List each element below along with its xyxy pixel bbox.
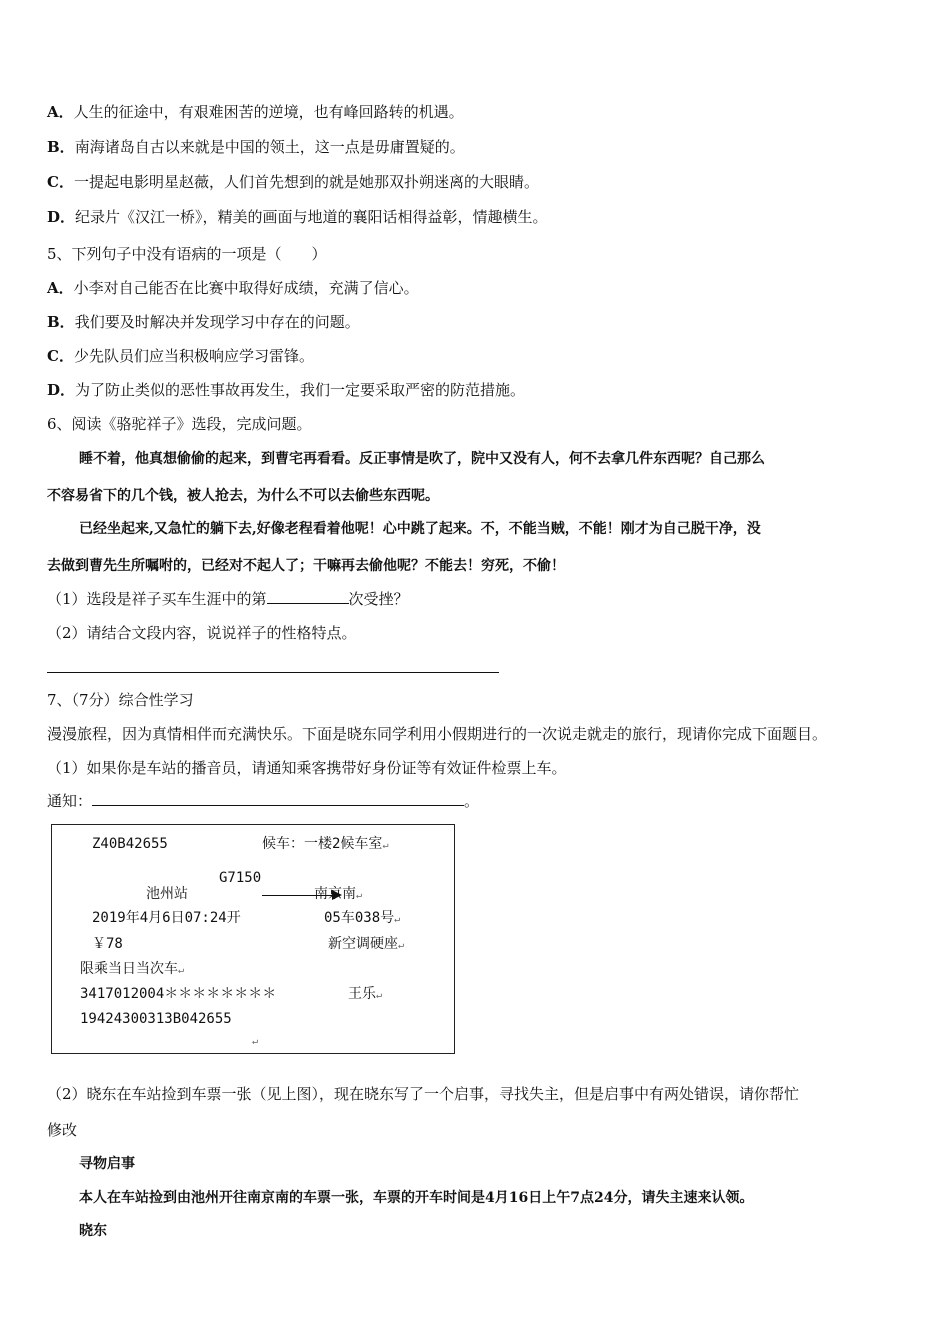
option-text: 纪录片《汉江一桥》，精美的画面与地道的襄阳话相得益彰，情趣横生。 (75, 208, 548, 226)
ticket-to-text: 南京南 (314, 886, 356, 902)
q5-stem: 5、下列句子中没有语病的一项是（ ） (47, 245, 327, 263)
ticket-waiting-room (262, 835, 388, 855)
lost-notice-title: 寻物启事 (79, 1156, 135, 1172)
q5-option-b (47, 312, 360, 332)
lost-notice-body: 本人在车站捡到由池州开往南京南的车票一张，车票的开车时间是4月16日上午7点24分，请失主速来认领。 (79, 1190, 754, 1206)
q4-option-c (47, 172, 539, 192)
return-mark-icon: ↵ (356, 890, 363, 901)
ticket-limit-text: 限乘当日当次车 (80, 961, 178, 977)
option-label: B． (47, 138, 75, 156)
answer-line[interactable] (47, 672, 499, 673)
ticket-code: Z40B42655 (92, 836, 168, 852)
q7-stem-num: 7、（7分） (47, 691, 119, 709)
ticket-seat (324, 909, 400, 929)
option-text: 为了防止类似的恶性事故再发生，我们一定要采取严密的防范措施。 (75, 381, 526, 399)
q6-passage-line: 不容易省下的几个钱，被人抢去，为什么不可以去偷些东西呢。 (47, 488, 439, 504)
return-mark-icon: ↵ (398, 940, 405, 951)
ticket-price: ￥78 (92, 936, 123, 952)
ticket-id-number: 3417012004＊＊＊＊＊＊＊＊ (80, 986, 277, 1002)
q7-notice (47, 791, 479, 811)
ticket-datetime: 2019年4月6日07:24开 (92, 910, 241, 926)
notice-end: 。 (464, 792, 480, 810)
return-mark-icon: ↵ (252, 1036, 259, 1047)
option-label: D． (47, 208, 76, 226)
q7-stem-title: 综合性学习 (118, 691, 194, 709)
q6-stem: 6、阅读《骆驼祥子》选段，完成问题。 (47, 415, 312, 433)
q7-sub2-line2: 修改 (47, 1121, 78, 1139)
q6-passage-line: 已经坐起来,又急忙的躺下去,好像老程看着他呢！心中跳了起来。不，不能当贼，不能！刚才为自己脱干净，没 (79, 521, 761, 537)
answer-blank[interactable] (92, 791, 464, 806)
q7-stem (47, 690, 194, 710)
q4-option-b (47, 137, 465, 157)
q6-passage-line: 去做到曹先生所嘱咐的，已经对不起人了；干嘛再去偷他呢？不能去！穷死，不偷！ (47, 558, 565, 574)
return-mark-icon: ↵ (382, 840, 389, 851)
ticket-serial: 19424300313B042655 (80, 1011, 232, 1027)
ticket-passenger-name (348, 985, 382, 1005)
q5-option-d (47, 380, 525, 400)
ticket-name-text: 王乐 (348, 986, 376, 1002)
ticket-seat-type-text: 新空调硬座 (328, 936, 398, 952)
q5-option-a (47, 278, 419, 298)
return-mark-icon: ↵ (178, 965, 185, 976)
q6-sub1-text: （1）选段是祥子买车生涯中的第 (47, 590, 267, 608)
ticket-from-station: 池州站 (146, 886, 188, 902)
q7-sub1: （1）如果你是车站的播音员，请通知乘客携带好身份证等有效证件检票上车。 (47, 759, 567, 777)
option-label: A． (47, 279, 74, 297)
answer-blank[interactable] (267, 589, 349, 604)
q4-option-d (47, 207, 548, 227)
option-text: 少先队员们应当积极响应学习雷锋。 (73, 347, 314, 365)
option-text: 小李对自己能否在比赛中取得好成绩，充满了信心。 (73, 279, 419, 297)
q7-intro: 漫漫旅程，因为真情相伴而充满快乐。下面是晓东同学利用小假期进行的一次说走就走的旅行，现请你完成下面题目。 (47, 725, 828, 743)
option-label: C． (47, 347, 74, 365)
ticket-limit (80, 960, 184, 980)
return-mark-icon: ↵ (376, 990, 383, 1001)
q4-option-a (47, 102, 464, 122)
lost-notice-signature: 晓东 (79, 1223, 107, 1239)
option-label: A． (47, 103, 74, 121)
q6-sub1 (47, 589, 409, 609)
option-label: D． (47, 381, 76, 399)
option-text: 南海诸岛自古以来就是中国的领土，这一点是毋庸置疑的。 (74, 138, 465, 156)
train-ticket (51, 824, 455, 1054)
ticket-waiting-text: 候车：一楼2候车室 (262, 836, 383, 852)
q6-sub1-text-end: 次受挫？ (348, 590, 409, 608)
option-text: 人生的征途中，有艰难困苦的逆境，也有峰回路转的机遇。 (73, 103, 464, 121)
q6-sub2: （2）请结合文段内容，说说祥子的性格特点。 (47, 624, 357, 642)
q5-option-c (47, 346, 314, 366)
option-label: C． (47, 173, 74, 191)
option-text: 一提起电影明星赵薇，人们首先想到的就是她那双扑朔迷离的大眼睛。 (73, 173, 539, 191)
ticket-seat-type (328, 935, 404, 955)
ticket-seat-text: 05车038号 (324, 910, 395, 926)
q7-sub2-line1: （2）晓东在车站捡到车票一张（见上图），现在晓东写了一个启事，寻找失主，但是启事中有两处错误，请你帮忙 (47, 1085, 800, 1103)
option-label: B． (47, 313, 75, 331)
notice-label: 通知： (47, 792, 93, 810)
ticket-train-number: G7150 (219, 870, 262, 886)
q6-passage-line: 睡不着，他真想偷偷的起来，到曹宅再看看。反正事情是吹了，院中又没有人，何不去拿几件东西呢？自己那么 (79, 451, 765, 467)
return-mark-icon: ↵ (394, 914, 401, 925)
option-text: 我们要及时解决并发现学习中存在的问题。 (74, 313, 360, 331)
ticket-to-station (314, 885, 362, 905)
